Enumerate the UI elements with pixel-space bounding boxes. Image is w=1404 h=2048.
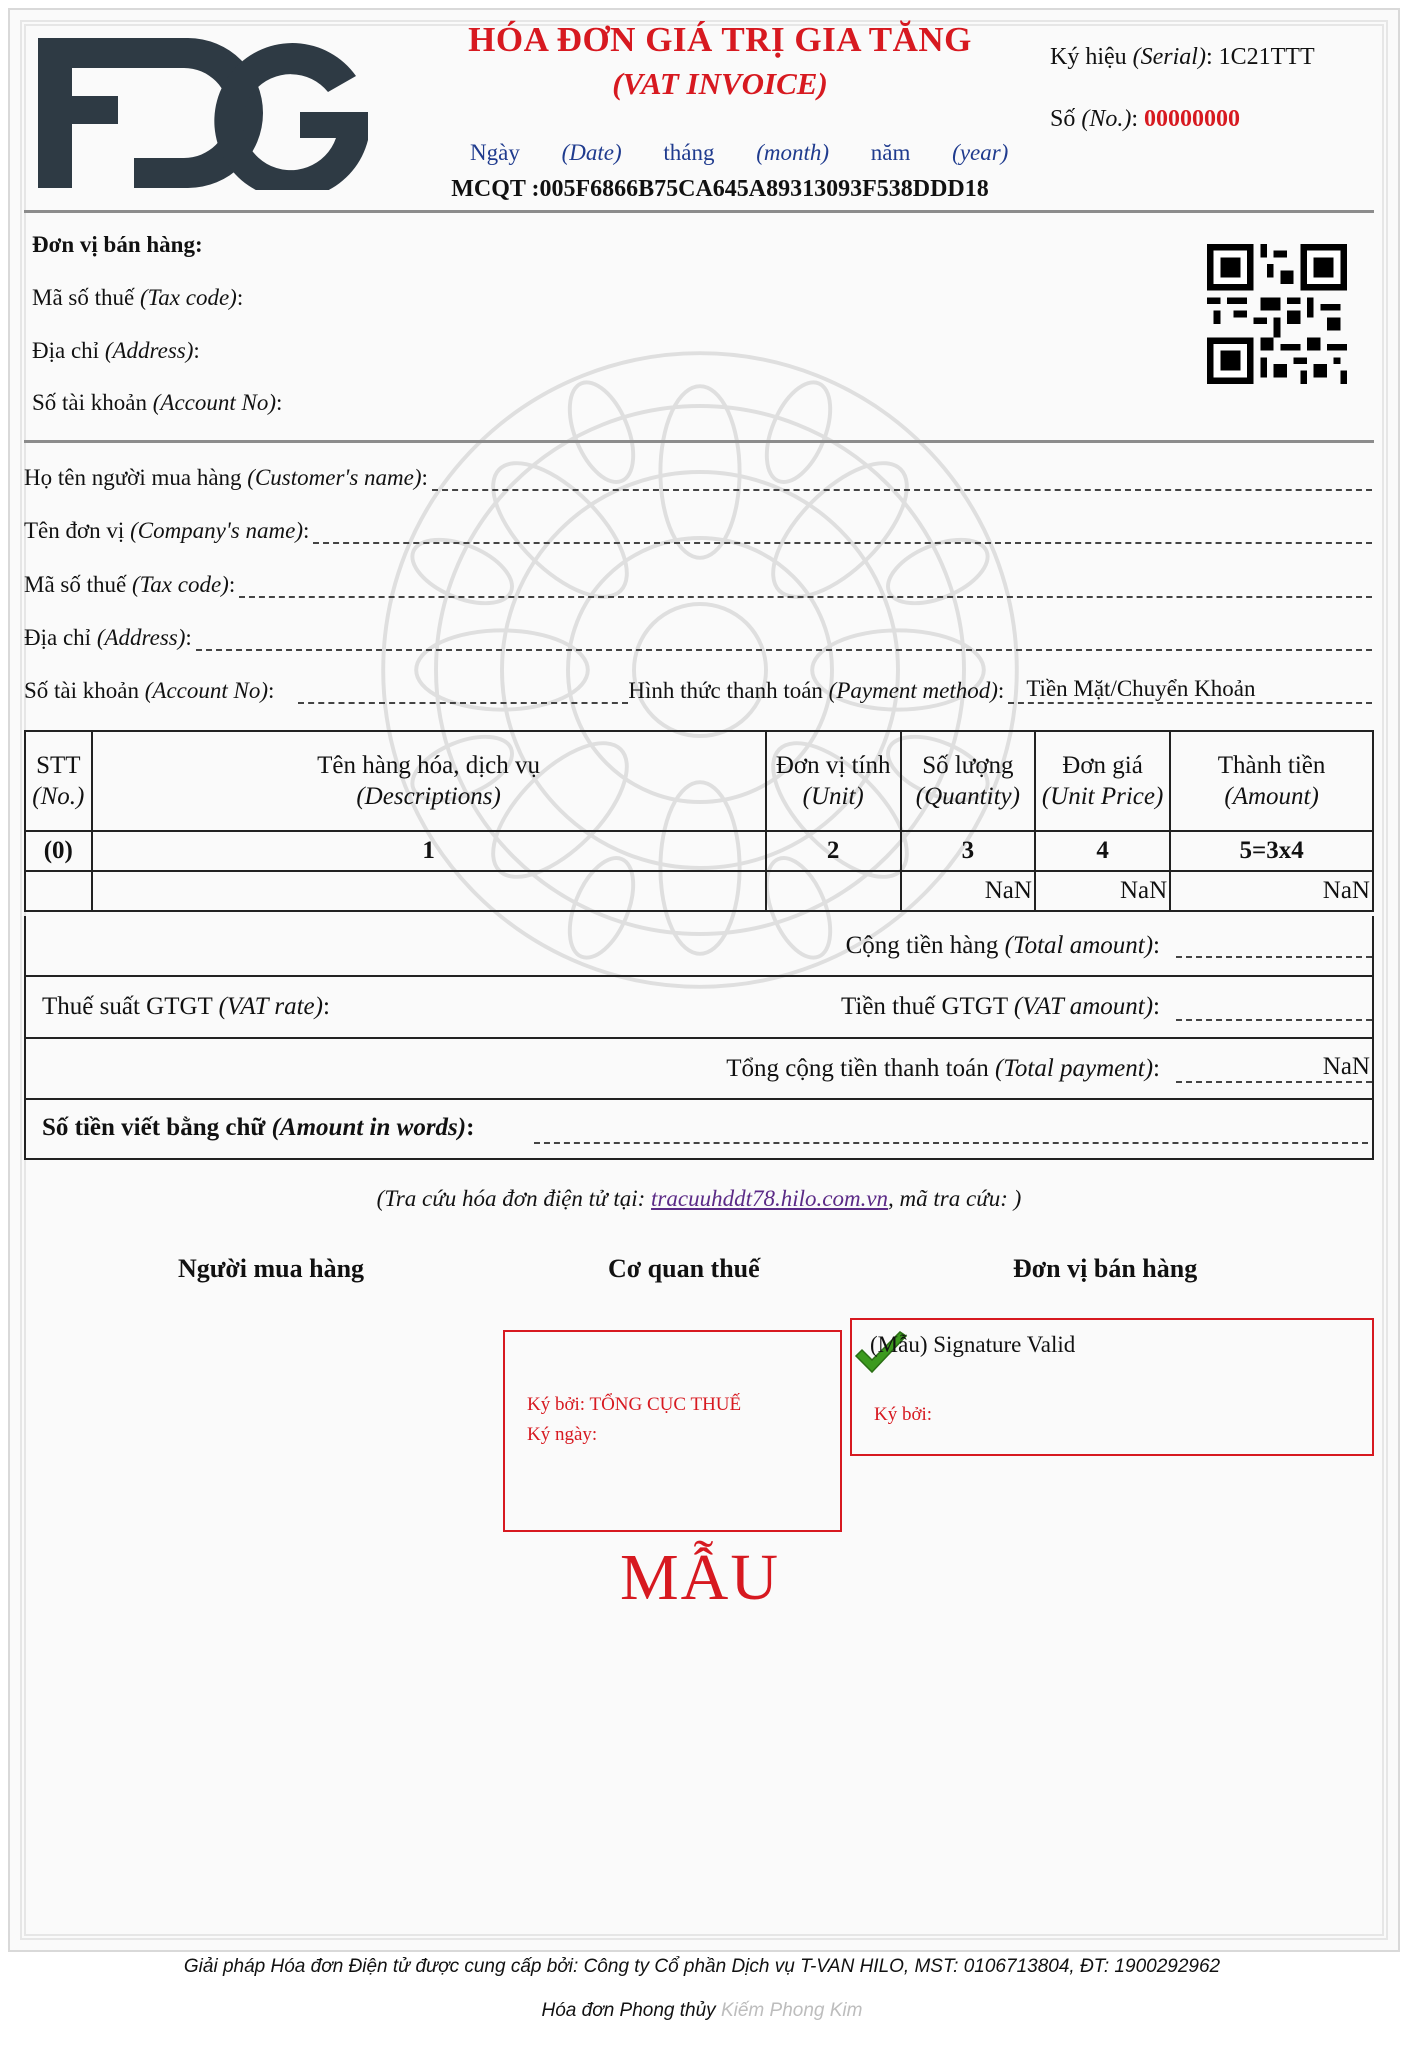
header-divider	[24, 210, 1374, 213]
total-amount-vi: Cộng tiền hàng	[845, 932, 999, 959]
seller-address: Địa chỉ (Address):	[32, 338, 200, 363]
col-unit-en: (Unit)	[802, 783, 864, 810]
customer-label-en: (Customer's name)	[247, 465, 422, 490]
amount-in-words-row	[24, 1100, 1374, 1160]
total-amount-field	[1176, 956, 1372, 958]
col-no-en: (No.)	[32, 783, 85, 810]
serial-label-en: (Serial)	[1132, 44, 1206, 70]
seller-heading: Đơn vị bán hàng:	[32, 232, 203, 257]
buyer-address-label-vi: Địa chỉ	[24, 625, 92, 650]
col-number: 5=3x4	[1170, 831, 1373, 871]
total-amount-row	[24, 916, 1374, 977]
date-year-label: năm	[870, 140, 911, 165]
vat-amount-vi: Tiền thuế GTGT	[840, 993, 1008, 1020]
invoice-title: HÓA ĐƠN GIÁ TRỊ GIA TĂNG	[468, 20, 972, 59]
lookup-note	[24, 1186, 1374, 1212]
buyer-account-label-en: (Account No)	[144, 678, 269, 703]
company-name-label: Tên đơn vị (Company's name):	[24, 518, 310, 543]
vat-row	[24, 977, 1374, 1039]
tax-signed-date: Ký ngày:	[527, 1424, 598, 1445]
seller-tax-code-en: (Tax code)	[139, 285, 237, 310]
col-unit-vi: Đơn vị tính	[775, 751, 891, 779]
buyer-tax-label-vi: Mã số thuế	[24, 572, 127, 597]
company-name-field[interactable]	[313, 522, 1372, 544]
lookup-prefix: (Tra cứu hóa đơn điện tử tại:	[376, 1186, 652, 1211]
total-payment-value: NaN	[1322, 1053, 1370, 1080]
tax-authority-title: Cơ quan thuế	[608, 1254, 760, 1283]
theme-label: Hóa đơn Phong thủy	[541, 2000, 716, 2021]
col-price-vi: Đơn giá	[1062, 751, 1143, 779]
provider-footer: Giải pháp Hóa đơn Điện tử được cung cấp bởi: Công ty Cổ phần Dịch vụ T-VAN HILO, MST: 0106713804, ĐT: 1900292962	[183, 1956, 1221, 1977]
words-label-vi: Số tiền viết bằng chữ	[42, 1114, 266, 1141]
lookup-link[interactable]: tracuuhddt78.hilo.com.vn	[651, 1186, 889, 1211]
total-amount-label: Cộng tiền hàng (Total amount):	[845, 932, 1160, 959]
col-number: 3	[901, 831, 1035, 871]
col-price-en: (Unit Price)	[1041, 783, 1164, 810]
fdg-logo	[38, 30, 374, 190]
company-name-row	[24, 518, 1372, 544]
seller-address-en: (Address)	[104, 338, 194, 363]
row-unit	[766, 871, 901, 911]
sample-stamp: MẪU	[620, 1541, 781, 1614]
col-header-amount	[1170, 731, 1373, 831]
vat-rate-label: Thuế suất GTGT (VAT rate):	[42, 993, 330, 1020]
theme-footer	[0, 2000, 1404, 2022]
col-header-no	[25, 731, 92, 831]
signature-valid-text: (Mẫu) Signature Valid	[870, 1332, 1076, 1357]
invoice-subtitle: (VAT INVOICE)	[612, 66, 828, 101]
serial	[1050, 44, 1315, 71]
col-header-unit	[766, 731, 901, 831]
buyer-address-label: Địa chỉ (Address):	[24, 625, 192, 650]
mcqt-code: MCQT :005F6866B75CA645A89313093F538DDD18	[451, 176, 989, 202]
total-payment-en: (Total payment)	[994, 1055, 1154, 1082]
col-desc-en: (Descriptions)	[356, 783, 501, 810]
customer-name-field[interactable]	[432, 469, 1372, 491]
vat-amount-label: Tiền thuế GTGT (VAT amount):	[840, 993, 1160, 1020]
date-day-en: (Date)	[561, 140, 622, 165]
company-label-vi: Tên đơn vị	[24, 518, 125, 543]
vat-rate-en: (VAT rate)	[218, 993, 323, 1020]
row-description	[92, 871, 766, 911]
col-qty-en: (Quantity)	[915, 783, 1020, 810]
col-header-unit-price	[1035, 731, 1170, 831]
col-number: 4	[1035, 831, 1170, 871]
number-label-en: (No.)	[1081, 106, 1132, 132]
table-header-row	[25, 731, 1373, 831]
seller-account-label: Số tài khoản	[32, 390, 147, 415]
row-amount: NaN	[1170, 871, 1373, 911]
payment-label-en: (Payment method)	[828, 678, 998, 703]
seller-account: Số tài khoản (Account No):	[32, 390, 283, 415]
customer-label-vi: Họ tên người mua hàng	[24, 465, 242, 490]
buyer-account-row	[24, 678, 1372, 704]
col-number: 2	[766, 831, 901, 871]
seller-tax-code: Mã số thuế (Tax code):	[32, 285, 244, 310]
buyer-account-field[interactable]	[298, 682, 628, 704]
total-payment-vi: Tổng cộng tiền thanh toán	[726, 1055, 989, 1082]
payment-method-field[interactable]	[1008, 678, 1372, 704]
serial-value: : 1C21TTT	[1205, 44, 1315, 70]
seller-address-label: Địa chỉ	[32, 338, 100, 363]
date-month-en: (month)	[756, 140, 830, 165]
col-qty-vi: Số lượng	[922, 751, 1014, 779]
total-payment-row	[24, 1039, 1374, 1100]
col-desc-vi: Tên hàng hóa, dịch vụ	[317, 751, 540, 779]
invoice-date	[470, 140, 1044, 166]
seller-signature-box	[850, 1318, 1374, 1456]
buyer-tax-code-field[interactable]	[239, 576, 1372, 598]
customer-name-row	[24, 465, 1372, 491]
buyer-account-label-vi: Số tài khoản	[24, 678, 139, 703]
invoice-number: Số (No.): 00000000	[1050, 106, 1241, 132]
customer-name-label: Họ tên người mua hàng (Customer's name):	[24, 465, 428, 490]
buyer-address-label-en: (Address)	[96, 625, 186, 650]
date-day-label: Ngày	[470, 140, 520, 165]
vat-amount-en: (VAT amount)	[1013, 993, 1154, 1020]
words-label-en: (Amount in words)	[271, 1114, 467, 1141]
date-year-en: (year)	[952, 140, 1009, 165]
amount-in-words-label: Số tiền viết bằng chữ (Amount in words):	[42, 1114, 475, 1141]
payment-label-vi: Hình thức thanh toán	[628, 678, 823, 703]
qr-code	[1207, 244, 1347, 384]
buyer-tax-label-en: (Tax code)	[131, 572, 229, 597]
col-number: 1	[92, 831, 766, 871]
col-no-vi: STT	[36, 751, 81, 779]
buyer-address-field[interactable]	[196, 629, 1372, 651]
row-no	[25, 871, 92, 911]
payment-method-value: Tiền Mặt/Chuyển Khoản	[1026, 676, 1256, 701]
buyer-tax-code-row	[24, 572, 1372, 598]
items-table	[24, 730, 1374, 912]
date-month-label: tháng	[663, 140, 715, 165]
col-amount-en: (Amount)	[1224, 783, 1319, 810]
table-row	[25, 871, 1373, 911]
vat-amount-field	[1176, 1019, 1372, 1021]
buyer-signature-title: Người mua hàng	[178, 1254, 365, 1283]
buyer-address-row	[24, 625, 1372, 651]
col-header-quantity	[901, 731, 1035, 831]
col-amount-vi: Thành tiền	[1217, 751, 1326, 779]
seller-signed-by: Ký bởi:	[874, 1404, 933, 1425]
col-number: (0)	[25, 831, 92, 871]
total-amount-en: (Total amount)	[1004, 932, 1154, 959]
seller-signature-title: Đơn vị bán hàng	[1013, 1254, 1198, 1283]
vat-rate-vi: Thuế suất GTGT	[42, 993, 213, 1020]
row-quantity: NaN	[901, 871, 1035, 911]
tax-signature-box	[503, 1330, 842, 1532]
row-unit-price: NaN	[1035, 871, 1170, 911]
column-number-row	[25, 831, 1373, 871]
number-label: Số	[1050, 106, 1076, 132]
serial-label: Ký hiệu	[1050, 44, 1127, 70]
amount-in-words-field	[534, 1142, 1368, 1144]
company-label-en: (Company's name)	[130, 518, 303, 543]
buyer-account-label: Số tài khoản (Account No):	[24, 678, 275, 703]
tax-signed-by: Ký bởi: TỔNG CỤC THUẾ	[527, 1394, 742, 1415]
seller-account-en: (Account No)	[152, 390, 277, 415]
lookup-suffix: , mã tra cứu: )	[888, 1186, 1022, 1211]
seller-tax-code-label: Mã số thuế	[32, 285, 135, 310]
payment-method-label: Hình thức thanh toán (Payment method):	[628, 678, 1005, 703]
number-value: 00000000	[1144, 106, 1241, 132]
seller-divider	[24, 440, 1374, 443]
theme-name: Kiếm Phong Kim	[720, 2000, 863, 2021]
total-payment-label: Tổng cộng tiền thanh toán (Total payment):	[726, 1055, 1160, 1082]
col-header-description	[92, 731, 766, 831]
buyer-tax-code-label: Mã số thuế (Tax code):	[24, 572, 236, 597]
total-payment-field	[1176, 1081, 1372, 1083]
